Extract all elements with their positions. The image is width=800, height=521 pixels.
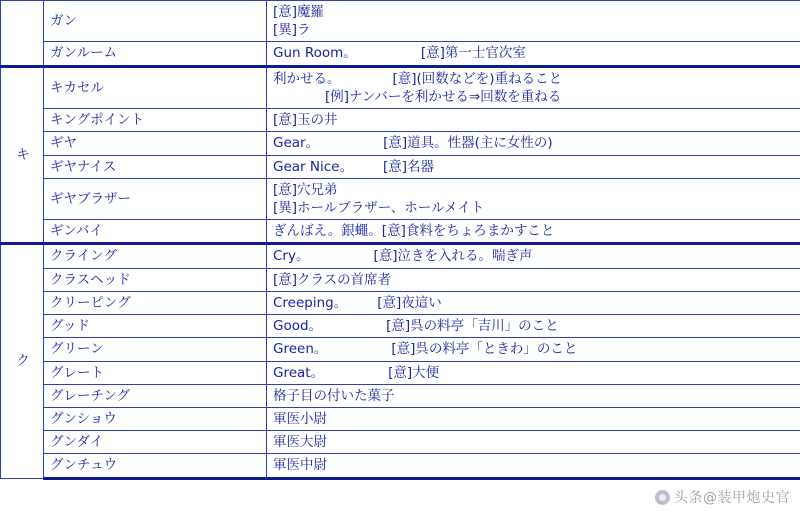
definition-cell <box>267 244 800 268</box>
definition-line: 軍医中尉 <box>273 457 327 474</box>
term-cell: クリーピング <box>44 291 267 314</box>
definition-line: [意]穴兄弟 <box>273 181 338 198</box>
definition-cell <box>267 42 800 66</box>
table-row <box>1 178 800 219</box>
table-row <box>1 338 800 361</box>
definition-cell <box>267 315 800 338</box>
definition-cell <box>267 384 800 407</box>
definition-line: 軍医大尉 <box>273 434 327 451</box>
definition-line: Great。 [意]大便 <box>273 364 440 381</box>
definition-line: [意]魔羅 <box>273 4 325 20</box>
definition-line: [異]ラ <box>273 22 311 39</box>
term-cell: グンショウ <box>44 407 267 430</box>
table-row <box>1 244 800 268</box>
term-cell: クライング <box>44 244 267 268</box>
definition-cell <box>267 132 800 155</box>
definition-cell <box>267 66 800 108</box>
table-row <box>1 291 800 314</box>
table-row <box>1 268 800 291</box>
definition-cell <box>267 454 800 478</box>
glossary-table-body <box>1 1 800 479</box>
term-cell: グリーン <box>44 338 267 361</box>
definition-line: Good。 [意]呉の料亭「吉川」のこと <box>273 318 559 335</box>
table-row <box>1 431 800 454</box>
term-cell: ギヤ <box>44 132 267 155</box>
term-cell: ギンバイ <box>44 220 267 244</box>
table-row <box>1 42 800 66</box>
table-row <box>1 155 800 178</box>
definition-line: 利かせる。 [意](回数などを)重ねること <box>273 70 563 87</box>
definition-cell <box>267 178 800 219</box>
term-cell: グンダイ <box>44 431 267 454</box>
table-row <box>1 454 800 478</box>
definition-cell <box>267 268 800 291</box>
term-cell: グンチュウ <box>44 454 267 478</box>
term-cell: ギヤブラザー <box>44 178 267 219</box>
table-row <box>1 66 800 108</box>
definition-cell <box>267 338 800 361</box>
definition-line: Gear。 [意]道具。性器(主に女性の) <box>273 135 553 152</box>
definition-line: Cry。 [意]泣きを入れる。喘ぎ声 <box>273 248 533 265</box>
term-cell: キカセル <box>44 66 267 108</box>
table-row <box>1 132 800 155</box>
term-cell: グッド <box>44 315 267 338</box>
term-cell: グレーチング <box>44 384 267 407</box>
definition-line: [例]ナンバーを利かせる⇒回数を重ねる <box>325 88 562 105</box>
table-row <box>1 315 800 338</box>
definition-cell <box>267 109 800 132</box>
watermark-logo-icon <box>655 490 670 505</box>
watermark <box>655 487 790 507</box>
kana-group-label: キ <box>1 66 44 244</box>
kana-group-label: ク <box>1 244 44 478</box>
definition-cell <box>267 407 800 430</box>
definition-cell <box>267 291 800 314</box>
table-row <box>1 384 800 407</box>
definition-cell <box>267 431 800 454</box>
definition-line: 格子目の付いた菓子 <box>273 387 395 404</box>
table-row <box>1 220 800 244</box>
definition-cell <box>267 220 800 244</box>
table-row <box>1 109 800 132</box>
definition-line: ぎんばえ。銀蠅。[意]食料をちょろまかすこと <box>273 223 555 240</box>
definition-line: Creeping。 [意]夜這い <box>273 294 442 311</box>
definition-cell <box>267 1 800 42</box>
definition-line: Gun Room。 [意]第一士官次室 <box>273 45 526 62</box>
definition-cell <box>267 361 800 384</box>
definition-cell <box>267 155 800 178</box>
definition-line: [意]クラスの首席者 <box>273 271 392 288</box>
table-row <box>1 407 800 430</box>
table-row <box>1 361 800 384</box>
term-cell: グレート <box>44 361 267 384</box>
definition-line: Gear Nice。 [意]名器 <box>273 158 435 175</box>
term-cell: ガンルーム <box>44 42 267 66</box>
term-cell: ギヤナイス <box>44 155 267 178</box>
term-cell: ガン <box>44 1 267 42</box>
definition-line: [意]玉の井 <box>273 112 338 129</box>
watermark-text: 头条@装甲炮史官 <box>674 490 790 506</box>
term-cell: キングポイント <box>44 109 267 132</box>
term-cell: クラスヘッド <box>44 268 267 291</box>
definition-line: Green。 [意]呉の料亭「ときわ」のこと <box>273 341 578 358</box>
kana-group-label <box>1 1 44 67</box>
definition-line: [異]ホールブラザー、ホールメイト <box>273 199 485 216</box>
table-row <box>1 1 800 42</box>
definition-line: 軍医小尉 <box>273 410 327 427</box>
